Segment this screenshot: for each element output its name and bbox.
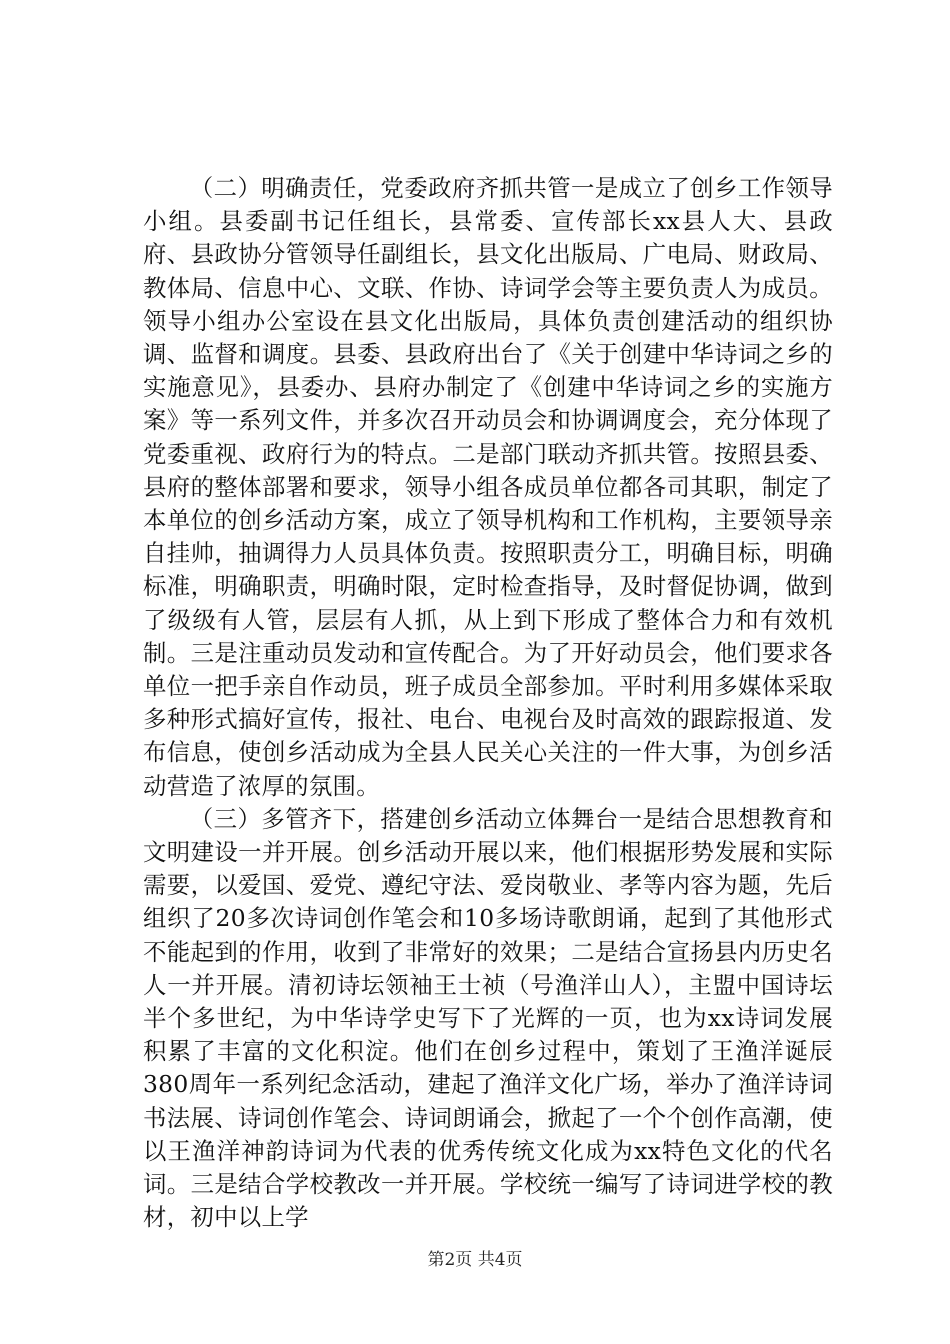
paragraph-section-3: （三）多管齐下，搭建创乡活动立体舞台一是结合思想教育和文明建设一并开展。创乡活动开展以来，他们根据形势发展和实际需要，以爱国、爱党、遵纪守法、爱岗敬业、孝等内容为题，先后组织了20多次诗词创作笔会和10多场诗歌朗诵，起到了其他形式不能起到的作用，收到了非常好的效果；二是结合宣扬县内历史名人一并开展。清初诗坛领袖王士祯（号渔洋山人），主盟中国诗坛半个多世纪，为中华诗学史写下了光辉的一页，也为xx诗词发展积累了丰富的文化积淀。他们在创乡过程中，策划了王渔洋诞辰380周年一系列纪念活动，建起了渔洋文化广场，举办了渔洋诗词书法展、诗词创作笔会、诗词朗诵会，掀起了一个个创作高潮，使以王渔洋神韵诗词为代表的优秀传统文化成为xx特色文化的代名词。三是结合学校教改一并开展。学校统一编写了诗词进学校的教材，初中以上学 xyxy=(143,804,833,1232)
page-footer: 第2页 共4页 xyxy=(427,1250,523,1270)
paragraph-section-2: （二）明确责任，党委政府齐抓共管一是成立了创乡工作领导小组。县委副书记任组长，县常委、宣传部长xx县人大、县政府、县政协分管领导任副组长，县文化出版局、广电局、财政局、教体局、信息中心、文联、作协、诗词学会等主要负责人为成员。领导小组办公室设在县文化出版局，具体负责创建活动的组织协调、监督和调度。县委、县政府出台了《关于创建中华诗词之乡的实施意见》，县委办、县府办制定了《创建中华诗词之乡的实施方案》等一系列文件，并多次召开动员会和协调调度会，充分体现了党委重视、政府行为的特点。二是部门联动齐抓共管。按照县委、县府的整体部署和要求，领导小组各成员单位都各司其职，制定了本单位的创乡活动方案，成立了领导机构和工作机构，主要领导亲自挂帅，抽调得力人员具体负责。按照职责分工，明确目标，明确标准，明确职责，明确时限，定时检查指导，及时督促协调，做到了级级有人管，层层有人抓，从上到下形成了整体合力和有效机制。三是注重动员发动和宣传配合。为了开好动员会，他们要求各单位一把手亲自作动员，班子成员全部参加。平时利用多媒体采取多种形式搞好宣传，报社、电台、电视台及时高效的跟踪报道、发布信息，使创乡活动成为全县人民关心关注的一件大事，为创乡活动营造了浓厚的氛围。 xyxy=(143,174,833,800)
document-body xyxy=(143,172,833,1235)
